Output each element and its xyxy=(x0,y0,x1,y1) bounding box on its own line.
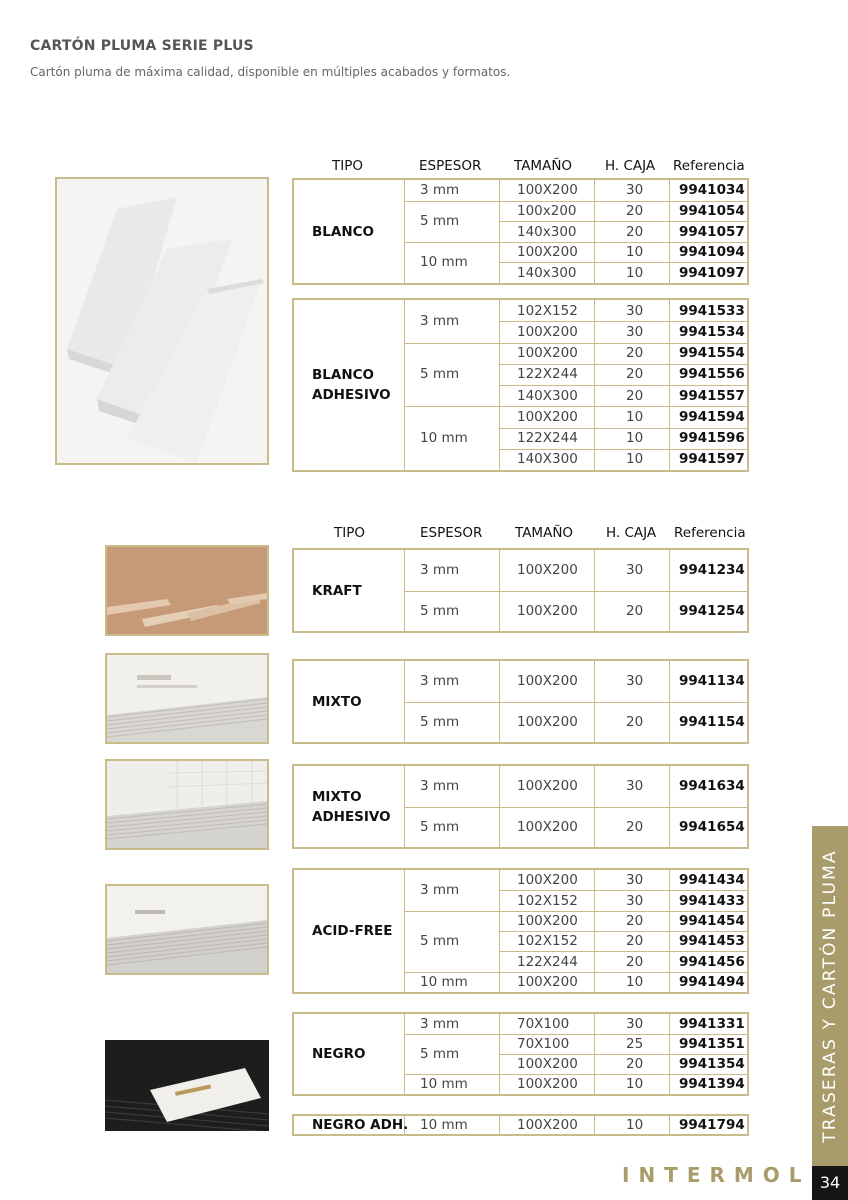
box-qty-cell: 20 xyxy=(626,912,644,929)
product-table-blanco-adhesivo xyxy=(292,298,749,472)
size-cell: 100X200 xyxy=(517,408,578,425)
type-label xyxy=(312,180,402,283)
box-qty-cell: 20 xyxy=(626,366,644,383)
thickness-cell: 5 mm xyxy=(420,602,460,619)
product-photo-kraft xyxy=(105,545,269,636)
header-tamano: TAMAÑO xyxy=(515,525,574,541)
size-cell: 100X200 xyxy=(517,182,578,199)
header-tamano: TAMAÑO xyxy=(514,158,573,174)
thickness-cell: 10 mm xyxy=(420,430,468,447)
reference-cell: 9941057 xyxy=(679,223,745,240)
box-qty-cell: 10 xyxy=(626,430,644,447)
reference-cell: 9941454 xyxy=(679,912,745,929)
box-qty-cell: 20 xyxy=(626,202,644,219)
header-tipo: TIPO xyxy=(334,525,365,541)
box-qty-cell: 25 xyxy=(626,1036,644,1052)
reference-cell: 9941554 xyxy=(679,345,745,362)
row-divider xyxy=(499,428,747,429)
reference-cell: 9941556 xyxy=(679,366,745,383)
group-divider xyxy=(404,201,747,202)
thickness-cell: 3 mm xyxy=(420,1016,460,1032)
thickness-cell: 5 mm xyxy=(420,1046,460,1062)
column-divider xyxy=(669,1116,670,1134)
size-cell: 140x300 xyxy=(517,264,577,281)
group-divider xyxy=(404,406,747,407)
type-label-text: NEGRO xyxy=(312,1046,366,1062)
header-espesor: ESPESOR xyxy=(420,525,483,541)
size-cell: 122X244 xyxy=(517,366,578,383)
thickness-cell: 10 mm xyxy=(420,1076,468,1092)
group-divider xyxy=(404,242,747,243)
thickness-cell: 5 mm xyxy=(420,818,460,835)
row-divider xyxy=(499,262,747,263)
size-cell: 140X300 xyxy=(517,451,578,468)
row-divider xyxy=(499,321,747,322)
reference-cell: 9941533 xyxy=(679,302,745,319)
size-cell: 100X200 xyxy=(517,778,578,795)
thickness-cell: 3 mm xyxy=(420,182,460,199)
box-qty-cell: 20 xyxy=(626,713,644,730)
box-qty-cell: 20 xyxy=(626,933,644,950)
size-cell: 100X200 xyxy=(517,1056,578,1072)
size-cell: 70X100 xyxy=(517,1016,570,1032)
box-qty-cell: 10 xyxy=(626,244,644,261)
box-qty-cell: 20 xyxy=(626,602,644,619)
box-qty-cell: 10 xyxy=(626,1117,644,1133)
reference-cell: 9941154 xyxy=(679,713,745,730)
size-cell: 100X200 xyxy=(517,818,578,835)
size-cell: 100X200 xyxy=(517,973,578,990)
box-qty-cell: 30 xyxy=(626,182,644,199)
section-side-tab xyxy=(812,826,848,1166)
size-cell: 100X200 xyxy=(517,713,578,730)
page-subtitle: Cartón pluma de máxima calidad, disponible en múltiples acabados y formatos. xyxy=(30,65,511,79)
row-divider xyxy=(499,385,747,386)
reference-cell: 9941331 xyxy=(679,1016,745,1032)
box-qty-cell: 20 xyxy=(626,1056,644,1072)
size-cell: 100X200 xyxy=(517,244,578,261)
box-qty-cell: 10 xyxy=(626,973,644,990)
thickness-cell: 5 mm xyxy=(420,213,460,230)
reference-cell: 9941596 xyxy=(679,430,745,447)
type-label xyxy=(312,766,392,847)
header-referencia: Referencia xyxy=(673,158,745,174)
box-qty-cell: 20 xyxy=(626,387,644,404)
reference-cell: 9941054 xyxy=(679,202,745,219)
product-table-kraft xyxy=(292,548,749,633)
reference-cell: 9941234 xyxy=(679,562,745,579)
size-cell: 122X244 xyxy=(517,953,578,970)
type-label-text: NEGRO ADH. xyxy=(312,1117,409,1133)
group-divider xyxy=(404,807,747,808)
row-divider xyxy=(499,951,747,952)
page-number: 34 xyxy=(812,1166,848,1200)
box-qty-cell: 30 xyxy=(626,562,644,579)
size-cell: 100X200 xyxy=(517,673,578,690)
thickness-cell: 10 mm xyxy=(420,973,468,990)
box-qty-cell: 20 xyxy=(626,818,644,835)
box-qty-cell: 10 xyxy=(626,408,644,425)
box-qty-cell: 30 xyxy=(626,778,644,795)
reference-cell: 9941351 xyxy=(679,1036,745,1052)
size-cell: 100X200 xyxy=(517,562,578,579)
thickness-cell: 5 mm xyxy=(420,933,460,950)
box-qty-cell: 30 xyxy=(626,323,644,340)
product-table-acid-free xyxy=(292,868,749,994)
reference-cell: 9941597 xyxy=(679,451,745,468)
row-divider xyxy=(499,931,747,932)
row-divider xyxy=(499,221,747,222)
page-title: CARTÓN PLUMA SERIE PLUS xyxy=(30,38,254,54)
size-cell: 102X152 xyxy=(517,892,578,909)
thickness-cell: 3 mm xyxy=(420,313,460,330)
reference-cell: 9941394 xyxy=(679,1076,745,1092)
size-cell: 122X244 xyxy=(517,430,578,447)
column-divider xyxy=(404,1014,405,1094)
size-cell: 100X200 xyxy=(517,323,578,340)
thickness-cell: 3 mm xyxy=(420,882,460,899)
reference-cell: 9941433 xyxy=(679,892,745,909)
size-cell: 140X300 xyxy=(517,387,578,404)
type-label-text: MIXTO ADHESIVO xyxy=(312,788,391,825)
type-label-text: ACID-FREE xyxy=(312,923,393,939)
type-label-text: MIXTO xyxy=(312,693,362,710)
reference-cell: 9941594 xyxy=(679,408,745,425)
column-divider xyxy=(404,180,405,283)
type-label-text: BLANCO ADHESIVO xyxy=(312,367,391,403)
reference-cell: 9941654 xyxy=(679,818,745,835)
header-referencia: Referencia xyxy=(674,525,746,541)
header-espesor: ESPESOR xyxy=(419,158,482,174)
product-table-mixto-adhesivo xyxy=(292,764,749,849)
group-divider xyxy=(404,591,747,592)
row-divider xyxy=(499,1054,747,1055)
size-cell: 100x200 xyxy=(517,202,577,219)
box-qty-cell: 30 xyxy=(626,1016,644,1032)
size-cell: 102X152 xyxy=(517,933,578,950)
thickness-cell: 3 mm xyxy=(420,562,460,579)
type-label-text: BLANCO xyxy=(312,223,375,240)
group-divider xyxy=(404,343,747,344)
row-divider xyxy=(499,449,747,450)
thickness-cell: 10 mm xyxy=(420,1117,468,1133)
column-divider xyxy=(594,1116,595,1134)
reference-cell: 9941434 xyxy=(679,872,745,889)
box-qty-cell: 10 xyxy=(626,1076,644,1092)
box-qty-cell: 30 xyxy=(626,892,644,909)
header-h-caja: H. CAJA xyxy=(605,158,656,174)
type-label-text: KRAFT xyxy=(312,582,362,599)
type-label xyxy=(312,1014,402,1094)
box-qty-cell: 10 xyxy=(626,264,644,281)
side-tab-label: TRASERAS Y CARTÓN PLUMA xyxy=(820,849,840,1143)
size-cell: 100X200 xyxy=(517,602,578,619)
size-cell: 100X200 xyxy=(517,912,578,929)
reference-cell: 9941794 xyxy=(679,1117,745,1133)
product-table-mixto xyxy=(292,659,749,744)
product-table-negro-adh xyxy=(292,1114,749,1136)
type-label xyxy=(312,1116,412,1134)
type-label xyxy=(312,550,402,631)
reference-cell: 9941034 xyxy=(679,182,745,199)
type-label xyxy=(312,661,402,742)
product-table-negro xyxy=(292,1012,749,1096)
product-table-blanco xyxy=(292,178,749,285)
reference-cell: 9941254 xyxy=(679,602,745,619)
size-cell: 100X200 xyxy=(517,1076,578,1092)
reference-cell: 9941557 xyxy=(679,387,745,404)
group-divider xyxy=(404,1034,747,1035)
product-photo-mixto xyxy=(105,653,269,744)
product-photo-mixto-adhesivo xyxy=(105,759,269,850)
group-divider xyxy=(404,911,747,912)
thickness-cell: 3 mm xyxy=(420,778,460,795)
reference-cell: 9941094 xyxy=(679,244,745,261)
reference-cell: 9941456 xyxy=(679,953,745,970)
header-h-caja: H. CAJA xyxy=(606,525,657,541)
type-label xyxy=(312,300,392,470)
box-qty-cell: 20 xyxy=(626,223,644,240)
product-photo-negro xyxy=(105,1040,269,1131)
size-cell: 100X200 xyxy=(517,872,578,889)
thickness-cell: 3 mm xyxy=(420,673,460,690)
reference-cell: 9941453 xyxy=(679,933,745,950)
box-qty-cell: 30 xyxy=(626,302,644,319)
reference-cell: 9941494 xyxy=(679,973,745,990)
row-divider xyxy=(499,364,747,365)
box-qty-cell: 30 xyxy=(626,673,644,690)
box-qty-cell: 10 xyxy=(626,451,644,468)
size-cell: 102X152 xyxy=(517,302,578,319)
box-qty-cell: 20 xyxy=(626,953,644,970)
header-tipo: TIPO xyxy=(332,158,363,174)
group-divider xyxy=(404,702,747,703)
size-cell: 70X100 xyxy=(517,1036,570,1052)
thickness-cell: 5 mm xyxy=(420,366,460,383)
reference-cell: 9941534 xyxy=(679,323,745,340)
group-divider xyxy=(404,972,747,973)
box-qty-cell: 30 xyxy=(626,872,644,889)
thickness-cell: 5 mm xyxy=(420,713,460,730)
row-divider xyxy=(499,890,747,891)
column-divider xyxy=(404,870,405,992)
column-divider xyxy=(499,1116,500,1134)
reference-cell: 9941354 xyxy=(679,1056,745,1072)
product-photo-acid-free xyxy=(105,884,269,975)
box-qty-cell: 20 xyxy=(626,345,644,362)
reference-cell: 9941134 xyxy=(679,673,745,690)
column-divider xyxy=(499,180,500,283)
column-divider xyxy=(594,180,595,283)
size-cell: 100X200 xyxy=(517,1117,578,1133)
thickness-cell: 10 mm xyxy=(420,254,468,271)
brand-logo: INTERMOL xyxy=(622,1163,811,1187)
size-cell: 140x300 xyxy=(517,223,577,240)
reference-cell: 9941097 xyxy=(679,264,745,281)
type-label xyxy=(312,870,402,992)
size-cell: 100X200 xyxy=(517,345,578,362)
column-divider xyxy=(404,300,405,470)
reference-cell: 9941634 xyxy=(679,778,745,795)
group-divider xyxy=(404,1074,747,1075)
product-photo-blanco xyxy=(55,177,269,465)
column-divider xyxy=(669,180,670,283)
